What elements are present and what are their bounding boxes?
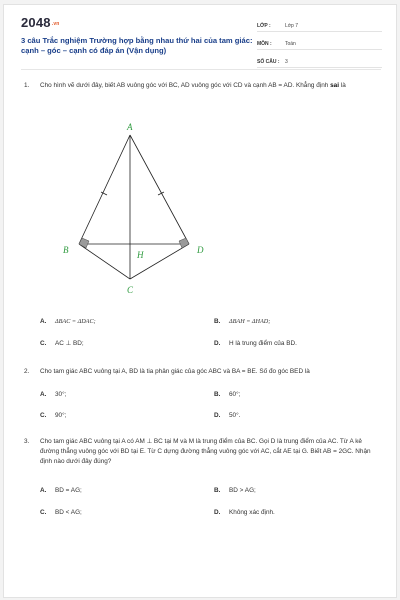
option-text: 60°; — [229, 391, 241, 398]
option-text: ΔBAH = ΔHAD; — [229, 318, 271, 325]
vertex-label-c: C — [127, 285, 134, 295]
question-text: Cho tam giác ABC vuông tại A có AM ⊥ BC tại M và M là trung điểm của BC. Gọi D là trung điểm của AC. Từ A kẻ đường thẳng vuông góc với BD tại E. Từ C dựng đường thẳng vuông góc với AC, cắt AE tại G. Biết AB = 2GC. Nhận định nào dưới đây đúng? — [40, 438, 371, 465]
question-text-part: là — [339, 82, 346, 89]
segment-ab — [79, 135, 130, 244]
meta-row-class — [257, 19, 382, 32]
option-2b[interactable] — [214, 390, 240, 399]
meta-value: Lớp 7 — [285, 23, 299, 29]
meta-row-subject — [257, 37, 382, 50]
meta-row-count — [257, 55, 382, 68]
logo-text: 2048 — [21, 15, 51, 30]
question-3 — [24, 437, 376, 466]
option-letter: D. — [214, 509, 221, 516]
option-text: BD = AG; — [55, 487, 82, 494]
document-page — [3, 4, 397, 598]
document-title: 3 câu Trắc nghiệm Trường hợp bằng nhau thứ hai của tam giác: cạnh – góc – cạnh có đáp án (Vận dụng) — [21, 36, 253, 55]
option-letter: D. — [214, 412, 221, 419]
question-number: 3. — [24, 438, 30, 445]
option-3a[interactable] — [40, 486, 82, 495]
question-2 — [24, 367, 376, 377]
option-1c[interactable] — [40, 339, 84, 348]
option-text: 30°; — [55, 391, 67, 398]
option-1b[interactable] — [214, 317, 270, 326]
question-number: 1. — [24, 82, 30, 89]
question-text-part: Cho hình vẽ dưới đây, biết AB vuông góc với BC, AD vuông góc với CD và cạnh AB = AD. Khẳng định — [40, 82, 331, 89]
segment-bc — [79, 244, 130, 279]
option-letter: C. — [40, 412, 47, 419]
option-letter: B. — [214, 487, 221, 494]
question-number: 2. — [24, 368, 30, 375]
vertex-label-a: A — [127, 122, 133, 132]
meta-label: SỐ CÂU : — [257, 59, 280, 65]
option-letter: D. — [214, 340, 221, 347]
meta-panel — [257, 19, 382, 73]
header-divider — [21, 69, 381, 70]
question-text — [40, 81, 376, 91]
option-2c[interactable] — [40, 411, 66, 420]
option-letter: B. — [214, 318, 221, 325]
option-2a[interactable] — [40, 390, 66, 399]
question-1 — [24, 81, 376, 91]
meta-label: MÔN : — [257, 41, 272, 47]
vertex-label-d: D — [197, 245, 204, 255]
option-letter: A. — [40, 391, 47, 398]
option-2d[interactable] — [214, 411, 240, 420]
meta-label: LỚP : — [257, 23, 271, 29]
logo-suffix: .vn — [51, 21, 60, 27]
option-letter: C. — [40, 340, 47, 347]
site-logo[interactable] — [21, 15, 60, 30]
meta-value: Toán — [285, 41, 296, 47]
option-3d[interactable] — [214, 508, 275, 517]
option-text: H là trung điểm của BD. — [229, 340, 297, 347]
option-text: 90°; — [55, 412, 67, 419]
vertex-label-b: B — [63, 245, 69, 255]
question-text: Cho tam giác ABC vuông tại A, BD là tia phân giác của góc ABC và BA = BE. Số đo góc BED là — [40, 368, 310, 375]
right-angle-marker-d — [179, 238, 189, 248]
option-text: BD < AG; — [55, 509, 82, 516]
geometry-figure — [44, 117, 244, 297]
option-text: BD > AG; — [229, 487, 256, 494]
option-letter: C. — [40, 509, 47, 516]
option-text: Không xác định. — [229, 509, 275, 516]
option-1a[interactable] — [40, 317, 96, 326]
option-letter: A. — [40, 487, 47, 494]
option-1d[interactable] — [214, 339, 297, 348]
meta-value: 3 — [285, 59, 288, 65]
vertex-label-h: H — [137, 250, 144, 260]
right-angle-marker-b — [79, 238, 89, 248]
option-text: 50°. — [229, 412, 241, 419]
segment-ad — [130, 135, 189, 244]
question-text-bold: sai — [330, 82, 339, 89]
option-text: AC ⊥ BD; — [55, 340, 84, 347]
option-3c[interactable] — [40, 508, 82, 517]
option-letter: B. — [214, 391, 221, 398]
option-text: ΔBAC = ΔDAC; — [55, 318, 96, 325]
option-3b[interactable] — [214, 486, 256, 495]
option-letter: A. — [40, 318, 47, 325]
